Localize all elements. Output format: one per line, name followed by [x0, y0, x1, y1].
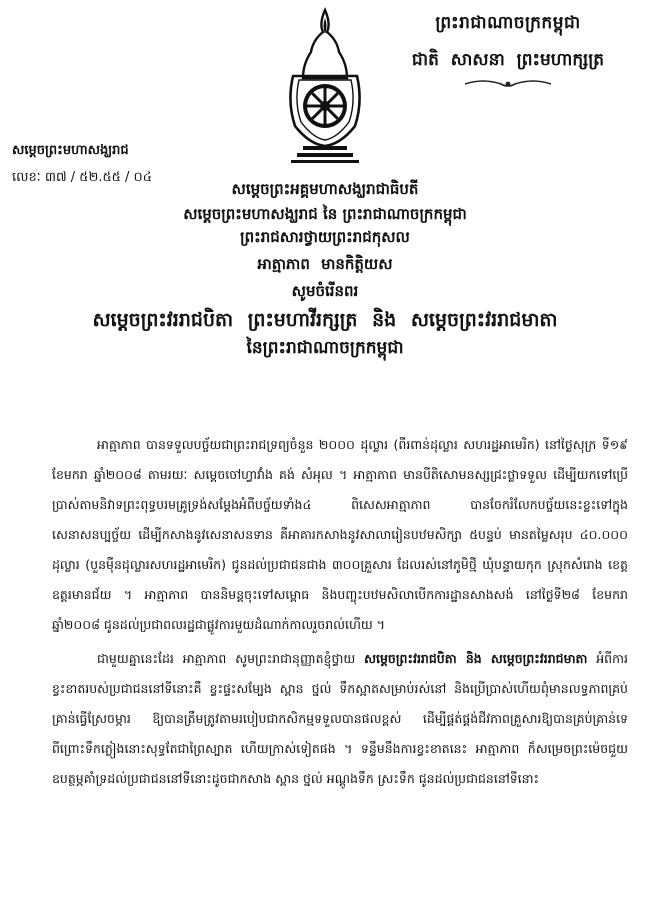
heading-line-3: ព្រះរាជសារថ្វាយព្រះរាជកុសល — [240, 228, 410, 246]
heading-line-1: សម្តេចព្រះអគ្គមហាសង្ឃរាជាធិបតី — [231, 180, 419, 198]
paragraph-2 — [52, 644, 628, 794]
heading-line-5: សូមចំរើនពរ — [291, 282, 359, 300]
letter-body — [52, 430, 628, 794]
addressee-country: នៃព្រះរាជាណាចក្រកម្ពុជា — [246, 338, 404, 358]
issuing-office: សម្តេចព្រះមហាសង្ឃរាជ — [12, 143, 129, 158]
ornament-divider-icon — [388, 76, 628, 95]
kingdom-name: ព្រះរាជាណាចក្រកម្ពុជា — [435, 13, 581, 33]
national-motto: ជាតិ សាសនា ព្រះមហាក្សត្រ — [411, 50, 605, 70]
paragraph-1: អាត្មាភាព បានទទួលបច្ច័យជាព្រះរាជទ្រព្យចំនួន ២០០០ ដុល្លារ (ពីរពាន់ដុល្លារ សហរដ្ឋអាមេរិក) នៅថ្ងៃសុក្រ ទី១៩ ខែមករា ឆ្នាំ២០០៨ តាមរយៈ សម្តេចចៅហ្វាវាំង គង់ សំអុល ។ អាត្មាភាព មានបីតិសោមនស្សជ្រះថ្លាទទួល ដើម្បីយកទៅប្រើប្រាស់តាមនិវាទព្រះពុទ្ធបរមគ្រូទ្រង់សម្តែងអំពីបច្ច័យទាំង៤ ពិសេសអាត្មាភាព បានចែករំលែកបច្ច័យនេះខ្លះទៅក្នុងសេនាសនប្បច្ច័យ ដើម្បីកសាងនូវសេនាសនទាន គឺអាគារកសាងនូវសាលារៀនបឋមសិក្សា ៥បន្ទប់ មានតម្លៃសរុប ៤០.០០០ ដុល្លារ (បួនម៉ឺនដុល្លារសហរដ្ឋអាមេរិក) ជូនដល់ប្រជាជនជាង ៣០០គ្រួសារ ដែលរស់នៅភូមិថ្មី ឃុំបន្ទាយកុក ស្រុកសំរោង ខេត្តឧត្តរមានជ័យ ។ អាត្មាភាព បាននិមន្តចុះទៅសម្ពោធ និងបញ្ចុះបឋមសិលាបើកការដ្ឋានសាងសង់ នៅថ្ងៃទី២៨ ខែមករា ឆ្នាំ២០០៨ ជូនដល់ប្រជាពលរដ្ឋជាផ្លូវការមួយដំណាក់កាលរួចរាល់ហើយ ។ — [52, 437, 628, 632]
heading-line-4: អាត្មាភាព មានកិត្តិយស — [257, 255, 393, 273]
kingdom-motto — [388, 12, 628, 95]
reference-number: លេខៈ ៣៧ / ៥២.៥៥ / ០៤ — [12, 170, 152, 185]
royal-emblem-icon — [273, 6, 377, 164]
heading-line-2: សម្តេចព្រះមហាសង្ឃរាជ នៃ ព្រះរាជាណាចក្រកម្ពុជា — [183, 205, 467, 223]
addressee-title: សម្តេចព្រះវររាជបិតា ព្រះមហាវីរក្សត្រ និង សម្តេចព្រះវររាជមាតា — [92, 309, 558, 331]
paragraph-2-body: អំពីការខ្វះខាតរបស់ប្រជាជននៅទីនោះគឺ ខ្វះផ្ទះសម្បែង ស្ពាន ថ្នល់ ទឹកស្អាតសម្រាប់រស់នៅ និងប្រើប្រាស់ហើយពុំមានលទ្ធភាពគ្រប់គ្រាន់ធ្វើស្រែចម្ការ ឱ្យបានត្រឹមត្រូវតាមរបៀបជាកសិកម្មទទួលបានផលខ្ពស់ ដើម្បីផ្គត់ផ្គង់ជីវភាពគ្រួសារឱ្យបានគ្រប់គ្រាន់ទេ ពីព្រោះទឹកភ្លៀងនោះសុទ្ធតែជាព្រៃស្បាត ហើយក្រាស់ទៀតផង ។ ទន្ទឹមនឹងការខ្វះខាតនេះ អាត្មាភាព ក៏សម្រេចព្រះម៉េចជួយឧបត្ថម្ភគាំទ្រដល់ប្រជាជននៅទីនោះដូចជាកសាង ស្ពាន ថ្នល់ អណ្តូងទឹក ស្រះទឹក ជូនដល់ប្រជាជននៅទីនោះ — [52, 651, 628, 786]
letter-heading — [0, 182, 650, 357]
paragraph-2-addressee: សម្តេចព្រះវររាជបិតា និង សម្តេចព្រះវររាជមាតា — [364, 651, 588, 666]
paragraph-2-intro: ជាមួយគ្នានេះដែរ អាត្មាភាព សូមព្រះរាជានុញ្ញាតខ្ញុំថ្វាយ — [97, 651, 356, 666]
